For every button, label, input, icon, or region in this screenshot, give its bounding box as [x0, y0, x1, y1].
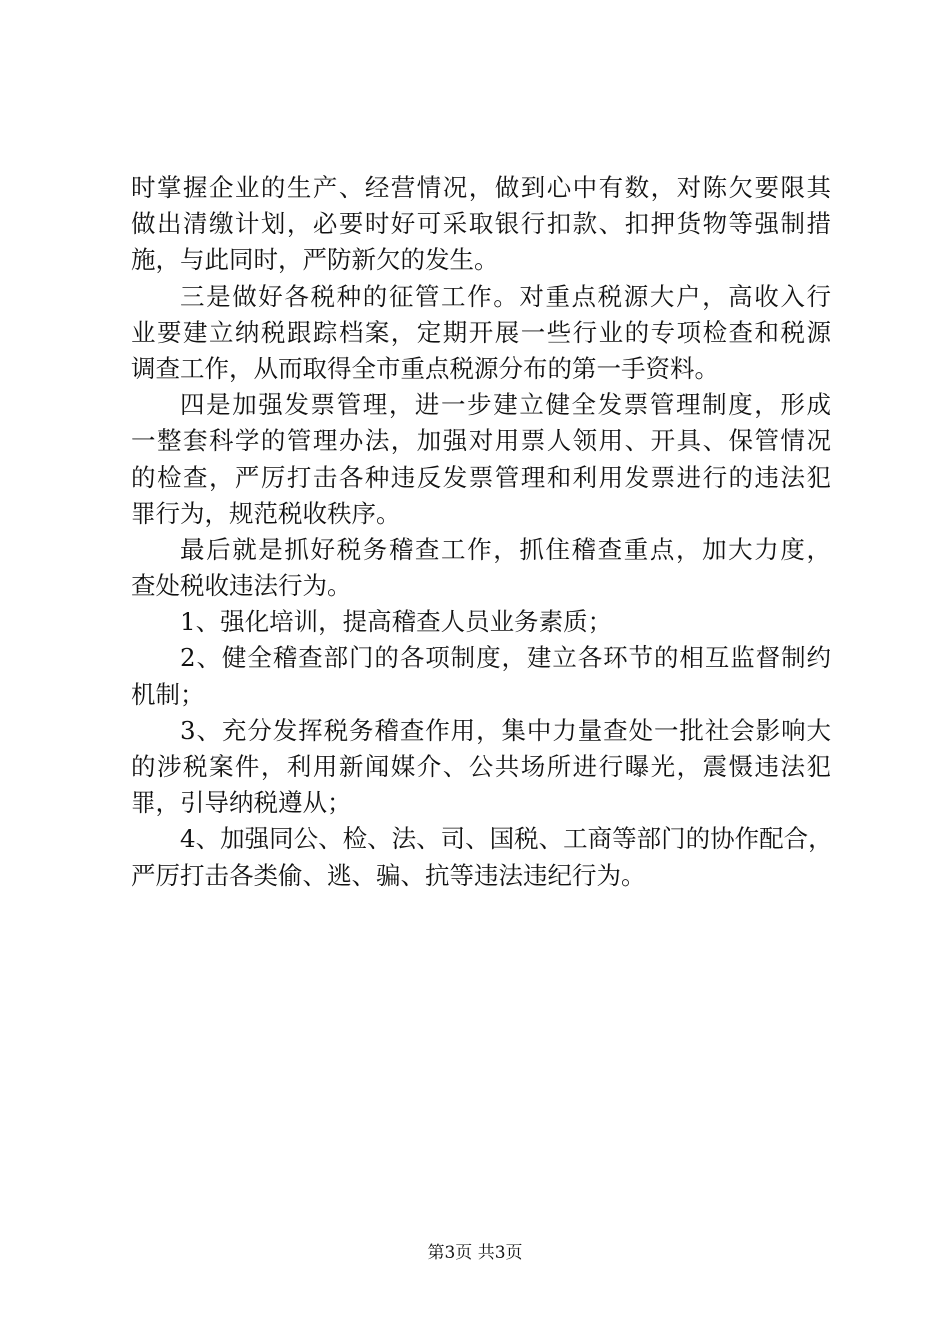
text-line: 调查工作，从而取得全市重点税源分布的第一手资料。 — [131, 353, 719, 383]
text-line: 1、强化培训，提高稽查人员业务素质； — [180, 607, 613, 637]
text-line: 机制； — [131, 679, 205, 709]
text-line: 时掌握企业的生产、经营情况，做到心中有数，对陈欠要限其 — [131, 173, 831, 202]
text-line: 2、健全稽查部门的各项制度，建立各环节的相互监督制约 — [180, 643, 831, 673]
text-line: 三是做好各税种的征管工作。对重点税源大户，高收入行 — [180, 281, 831, 311]
text-line: 做出清缴计划，必要时好可采取银行扣款、扣押货物等强制措 — [131, 209, 831, 239]
document-body — [131, 170, 831, 894]
page-number-footer: 第3页 共3页 — [427, 1243, 523, 1263]
text-line: 查处税收违法行为。 — [131, 571, 352, 601]
list-item — [131, 713, 831, 822]
paragraph — [131, 279, 831, 388]
list-item — [131, 604, 831, 640]
text-line: 的涉税案件，利用新闻媒介、公共场所进行曝光，震慑违法犯 — [131, 752, 831, 781]
text-line: 一整套科学的管理办法，加强对用票人领用、开具、保管情况 — [131, 426, 831, 456]
paragraph — [131, 532, 831, 604]
text-line: 最后就是抓好税务稽查工作，抓住稽查重点，加大力度， — [180, 534, 831, 564]
list-item — [131, 640, 831, 712]
paragraph — [131, 170, 831, 279]
text-line: 严厉打击各类偷、逃、骗、抗等违法违纪行为。 — [131, 860, 646, 890]
text-line: 施，与此同时，严防新欠的发生。 — [131, 245, 499, 275]
text-line: 业要建立纳税跟踪档案，定期开展一些行业的专项检查和税源 — [131, 317, 831, 347]
text-line: 3、充分发挥税务稽查作用，集中力量查处一批社会影响大 — [180, 715, 831, 745]
text-line: 四是加强发票管理，进一步建立健全发票管理制度，形成 — [180, 390, 831, 420]
text-line: 罪行为，规范税收秩序。 — [131, 498, 401, 528]
text-line: 的检查，严厉打击各种违反发票管理和利用发票进行的违法犯 — [131, 462, 831, 492]
paragraph — [131, 387, 831, 532]
text-line: 罪，引导纳税遵从； — [131, 788, 352, 818]
text-line: 4、加强同公、检、法、司、国税、工商等部门的协作配合， — [180, 824, 833, 854]
list-item — [131, 821, 831, 893]
